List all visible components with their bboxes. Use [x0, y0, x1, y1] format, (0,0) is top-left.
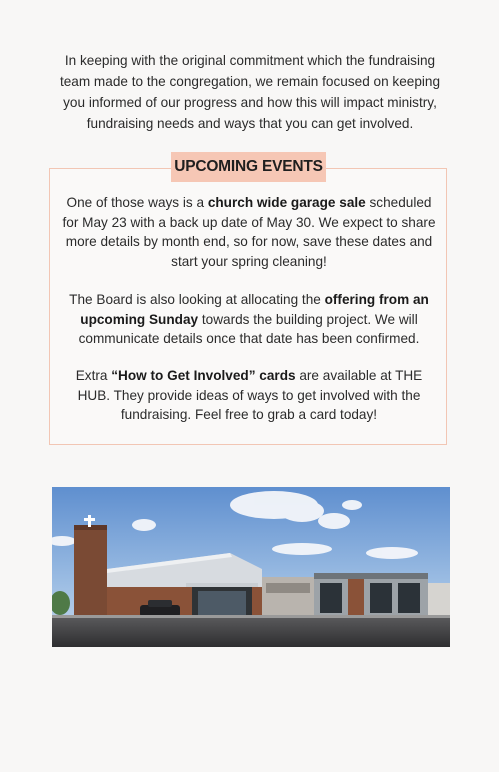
offering-paragraph [62, 290, 436, 349]
p2-text-after: towards the building project. We will communicate details once that date has been confirmed. [78, 311, 420, 346]
garage-sale-paragraph [62, 193, 436, 271]
p3-text-after: are available at THE HUB. They provide ideas of ways to get involved with the fundraising. Feel free to grab a card today! [77, 368, 423, 422]
p1-text-before: One of those ways is a [66, 195, 208, 210]
church-building-rendering [52, 487, 450, 647]
p2-text-before: The Board is also looking at allocating the [69, 292, 325, 307]
p1-text-after: scheduled for May 23 with a back up date of May 30. We expect to share more details by month end, so for now, save these dates and start your spring cleaning! [62, 195, 436, 269]
upcoming-events-heading: UPCOMING EVENTS [171, 152, 326, 182]
p3-bold-text: “How to Get Involved” cards [111, 368, 296, 383]
intro-paragraph: In keeping with the original commitment which the fundraising team made to the congregation, we remain focused on keeping you informed of our progress and how this will impact ministry, fundraising needs and ways that you can get involved. [59, 53, 441, 131]
p2-bold-text: offering from an upcoming Sunday [80, 292, 429, 327]
p1-bold-text: church wide garage sale [207, 195, 366, 210]
cards-paragraph [62, 366, 436, 425]
p3-text-before: Extra [75, 368, 112, 383]
